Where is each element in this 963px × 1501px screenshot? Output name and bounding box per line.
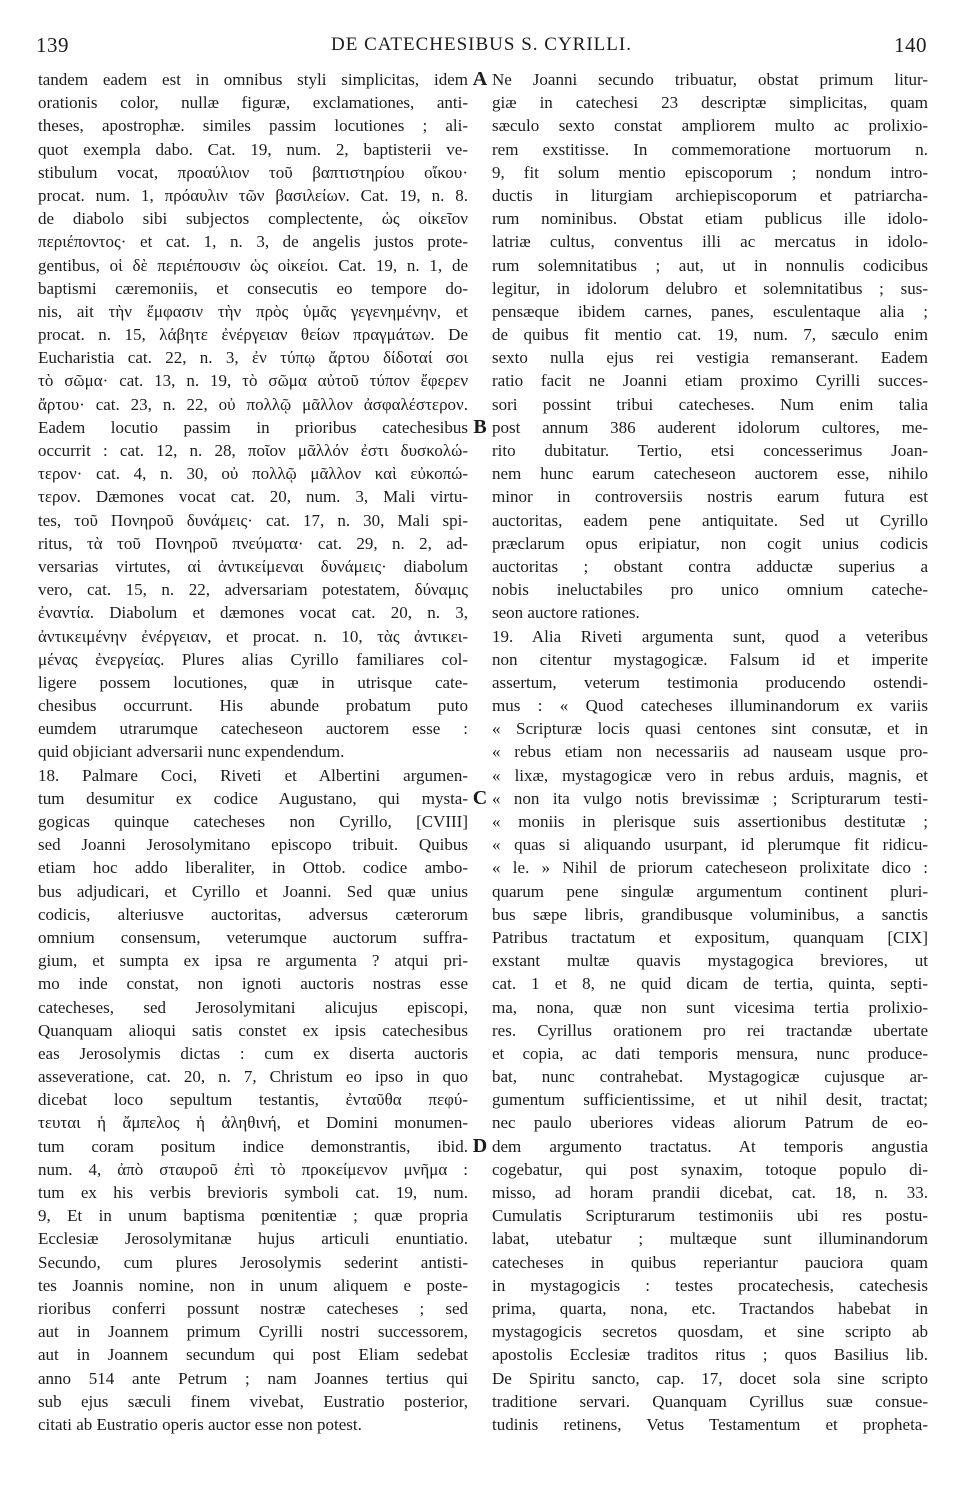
text-line: rito dubitatur. Tertio, etsi concesserimus Joan- — [492, 441, 928, 460]
text-line: μένας ἐνεργείας. Plures alias Cyrillo familiares col- — [38, 649, 468, 669]
text-line: post annum 386 auderent idolorum cultores, me- — [492, 417, 928, 437]
text-line: et copia, ac dati temporis mensura, nunc produce- — [492, 1043, 928, 1063]
text-line: seon auctore rationes. — [492, 603, 640, 623]
text-line: sori possint tribui catecheses. Num enim talia — [492, 394, 928, 414]
text-line: de quibus fit mentio cat. 19, num. 7, sæculo enim — [492, 325, 928, 345]
text-line: « quas si aliquando usurpant, id plerumque fit ridicu- — [492, 835, 928, 855]
right-page-number: 140 — [894, 32, 927, 57]
text-line: τερον. Dæmones vocat cat. 20, num. 3, Mali virtu- — [38, 487, 468, 507]
text-line: quarum pene singulæ argumentum continent pluri- — [492, 881, 928, 901]
text-line: gumentum sufficientissime, et ut nihil desit, tractat; — [492, 1090, 928, 1110]
text-line: omnium consensum, veterumque auctorum suffra- — [38, 927, 468, 947]
text-line: aut in Joannem primum Cyrilli nostri successorem, — [38, 1322, 468, 1342]
text-line: mo inde constat, non ignoti auctoris nostras esse — [38, 974, 468, 994]
text-line: « lixæ, mystagogicæ vero in rebus arduis, magnis, et — [492, 765, 928, 785]
text-line: theses, apostrophæ. similes passim locutiones ; ali- — [38, 116, 468, 136]
text-line: catecheses, sed Jerosolymitani alicujus episcopi, — [38, 997, 468, 1017]
text-line: tandem eadem est in omnibus styli simplicitas, idem — [38, 70, 468, 89]
text-line: pensæque ibidem carnes, panes, esculentaque alia ; — [492, 301, 928, 321]
text-line: vero, cat. 15, n. 22, adversariam potestatem, δύναμις — [38, 580, 468, 600]
text-line: prima, quarta, nona, etc. Tractandos habebat in — [492, 1298, 928, 1318]
text-line: versarias virtutes, αἱ ἀντικείμεναι δυνάμεις· diabolum — [38, 556, 468, 576]
text-line: minor in controversiis nostris earum futura est — [492, 487, 928, 507]
text-line: labat, utebatur ; multæque sunt illuminandorum — [492, 1229, 928, 1249]
margin-letter-d: D — [472, 1135, 488, 1157]
left-text-column — [38, 68, 468, 1436]
text-line: chesibus occurrunt. His abunde probatum puto — [38, 696, 468, 716]
text-line: tum coram positum indice demonstrantis, ibid. — [38, 1136, 468, 1156]
text-line: tum desumitur ex codice Augustano, qui mysta- — [38, 788, 468, 808]
text-line: catecheses in quibus reperiantur pauciora quam — [492, 1252, 928, 1272]
text-line: baptismi cæremoniis, et consecutis eo tempore do- — [38, 278, 468, 298]
text-line: bus adjudicari, et Cyrillo et Joanni. Sed quæ unius — [38, 881, 468, 901]
text-line: traditione servari. Quanquam Cyrillus suæ consue- — [492, 1391, 928, 1411]
text-line: Secundo, cum plures Jerosolymis sederint antisti- — [38, 1252, 468, 1272]
text-line: tudinis retinens, Vetus Testamentum et propheta- — [492, 1414, 928, 1434]
text-line: ratio facit ne Joanni etiam proximo Cyrilli succes- — [492, 371, 928, 391]
text-line: ἀντικειμένην ἐνέργειαν, et procat. n. 10, τὰς ἀντικει- — [38, 626, 468, 646]
text-line: res. Cyrillus orationem pro rei tractandæ ubertate — [492, 1020, 928, 1040]
text-line: rem exstitisse. In commemoratione mortuorum n. — [492, 139, 928, 159]
text-line: occurrit : cat. 12, n. 28, ποῖον μᾶλλόν ἐστι δυσκολώ- — [38, 441, 468, 460]
text-line: rioribus conferri possunt nostræ catecheses ; sed — [38, 1298, 468, 1318]
text-line: ligere possem locutiones, quæ in utrisque cate- — [38, 672, 468, 692]
text-line: etiam hoc addo liberaliter, in Ottob. codice ambo- — [38, 858, 468, 878]
text-line: ἄρτου· cat. 23, n. 22, οὐ πολλῷ μᾶλλον ἀσφαλέστερον. — [38, 394, 468, 414]
text-line: anno 514 ante Petrum ; nam Joannes tertius qui — [38, 1368, 468, 1388]
text-line: sed Joanni Jerosolymitano episcopo tribuit. Quibus — [38, 835, 468, 855]
text-line: num. 4, ἀπὸ σταυροῦ ἐπὶ τὸ προκείμενον μνῆμα : — [38, 1159, 468, 1179]
left-page-number: 139 — [36, 32, 69, 57]
text-line: sub ejus sæculi finem vivebat, Eustratio posterior, — [38, 1391, 468, 1411]
right-text-column — [492, 68, 928, 1436]
text-line: misso, ad horam prandii dicebat, cat. 18, n. 33. — [492, 1183, 928, 1202]
text-line: τὸ σῶμα· cat. 13, n. 19, τὸ σῶμα αὐτοῦ τύπον ἔφερεν — [38, 371, 468, 391]
text-line: Eucharistia cat. 22, n. 3, ἐν τύπῳ ἄρτου δίδοταί σοι — [38, 348, 468, 368]
text-line: tes, τοῦ Πονηροῦ δυνάμεις· cat. 17, n. 30, Mali spi- — [38, 510, 468, 530]
text-line: aut in Joannem secundum qui post Eliam sedebat — [38, 1345, 468, 1365]
margin-letter-c: C — [472, 787, 488, 809]
text-line: tes Joannis nomine, non in unum aliquem e poste- — [38, 1275, 468, 1295]
text-line: « rebus etiam non necessariis ad nauseam usque pro- — [492, 742, 928, 762]
text-line: ritus, τὰ τοῦ Πονηροῦ πνεύματα· cat. 29, n. 2, ad- — [38, 533, 468, 553]
text-line: codicis, alteriusve auctoritas, adversus cæterorum — [38, 904, 468, 924]
text-line: gentibus, οἱ δὲ περιέπουσιν ὡς οἰκείοι. Cat. 19, n. 1, de — [38, 255, 468, 275]
text-line: eas Jerosolymis dictas : cum ex diserta auctoris — [38, 1043, 468, 1063]
text-line: Eadem locutio passim in prioribus catechesibus — [38, 417, 468, 437]
text-line: dicebat loco sepultum testantis, ἐνταῦθα πεφύ- — [38, 1090, 468, 1110]
text-line: asseveratione, cat. 20, n. 7, Christum eo ipso in quo — [38, 1067, 468, 1087]
text-line: ductis in liturgiam archiepiscoporum et patriarcha- — [492, 185, 928, 205]
text-line: nobis ineluctabiles pro unico omnium cateche- — [492, 580, 928, 600]
text-line: rum solemnitatibus ; aut, ut in nonnulis codicibus — [492, 255, 928, 275]
text-line: 19. Alia Riveti argumenta sunt, quod a veteribus — [492, 626, 928, 646]
text-line: bat, nunc contrahebat. Mystagogicæ cujusque ar- — [492, 1067, 928, 1087]
text-line: eumdem utrarumque catecheseon auctorem esse : — [38, 719, 468, 739]
text-line: ma, nona, quæ non sunt vicesima tertia prolixio- — [492, 997, 928, 1017]
text-line: τευται ἡ ἄμπελος ἡ ἀληθινή, et Domini monumen- — [38, 1113, 468, 1133]
text-line: non citentur mystagogicæ. Falsum id et imperite — [492, 649, 928, 669]
text-line: Quanquam alioqui satis constet ex ipsis catechesibus — [38, 1020, 468, 1040]
text-line: cat. 1 et 8, ne quid dicam de tertia, quinta, septi- — [492, 974, 928, 994]
text-line: stibulum vocat, προαύλιον τοῦ βαπτιστηρίου οἴκου· — [38, 162, 468, 182]
text-line: orationis color, nullæ figuræ, exclamationes, anti- — [38, 93, 468, 113]
text-line: τερον· cat. 4, n. 30, οὐ πολλῷ μᾶλλον καὶ εὐκοπώ- — [38, 464, 468, 484]
text-line: rum nominibus. Obstat etiam publicus ille idolo- — [492, 209, 928, 229]
text-line: citati ab Eustratio operis auctor esse non potest. — [38, 1414, 362, 1434]
text-line: latriæ cultus, conventus illi ac mercatus in idolo- — [492, 232, 928, 252]
text-line: sæculo sexto constat ampliorem multo ac prolixio- — [492, 116, 928, 136]
text-line: περιέποντος· et cat. 1, n. 3, de angelis justos prote- — [38, 232, 468, 252]
text-line: De Spiritu sancto, cap. 17, docet sola sine scripto — [492, 1368, 928, 1388]
text-line: cogebatur, qui post synaxim, totoque populo di- — [492, 1159, 928, 1179]
text-line: mus : « Quod catecheses illuminandorum ex variis — [492, 696, 928, 716]
text-line: procat. n. 15, λάβητε ἐνέργειαν θείων πραγμάτων. De — [38, 325, 468, 345]
text-line: quid objiciant adversarii nunc expendendum. — [38, 742, 345, 762]
text-line: « Scripturæ locis quasi centones sint consutæ, et in — [492, 719, 928, 739]
text-line: quot exempla dabo. Cat. 19, num. 2, baptisterii ve- — [38, 139, 468, 159]
text-line: tum ex his verbis brevioris symboli cat. 19, num. — [38, 1183, 468, 1202]
text-line: gium, et sumpta ex ipsa re argumenta ? atqui pri- — [38, 951, 468, 971]
text-line: « le. » Nihil de priorum catecheseon prolixitate dico : — [492, 858, 928, 878]
text-line: assertum, veterum testimonia producendo ostendi- — [492, 672, 928, 692]
text-line: dem argumento tractatus. At temporis angustia — [492, 1136, 928, 1156]
text-line: mystagogicis secretos quosdam, et sine scripto ab — [492, 1322, 928, 1342]
text-line: 18. Palmare Coci, Riveti et Albertini argumen- — [38, 765, 468, 785]
text-line: auctoritas ; obstant contra adductæ superius a — [492, 556, 928, 576]
text-line: bus sæpe libris, grandibusque voluminibus, a sanctis — [492, 904, 928, 924]
text-line: exstant multæ quavis mystagogica breviores, ut — [492, 951, 928, 971]
text-line: Ne Joanni secundo tribuatur, obstat primum litur- — [492, 70, 928, 89]
text-line: Patribus tractatum et expositum, quanquam [CIX] — [492, 927, 928, 947]
text-line: auctoritas, eadem pene antiquitate. Sed ut Cyrillo — [492, 510, 928, 530]
text-line: 9, Et in unum baptisma pœnitentiæ ; quæ propria — [38, 1206, 468, 1226]
text-line: Ecclesiæ Jerosolymitanæ hujus articuli enuntiatio. — [38, 1229, 468, 1249]
page-header — [36, 30, 927, 60]
margin-letter-a: A — [472, 68, 488, 90]
text-line: apostolis Ecclesiæ traditos ritus ; quos Basilius lib. — [492, 1345, 928, 1365]
text-line: nec paulo uberiores videas aliorum Patrum de eo- — [492, 1113, 928, 1133]
text-line: « moniis in plerisque suis assertionibus destitutæ ; — [492, 812, 928, 831]
text-line: legitur, in idolorum delubro et solemnitatibus ; sus- — [492, 278, 928, 298]
text-line: Cumulatis Scripturarum testimoniis ubi res postu- — [492, 1206, 928, 1226]
text-line: ἐναντία. Diabolum et dæmones vocat cat. 20, n. 3, — [38, 603, 468, 623]
text-line: gogicas quinque catecheses non Cyrillo, [CVIII] — [38, 812, 468, 831]
text-line: sexto nulla ejus rei vestigia remanserant. Eadem — [492, 348, 928, 368]
text-line: 9, fit solum mentio episcoporum ; nondum intro- — [492, 162, 928, 182]
text-line: procat. num. 1, πρόαυλιν τῶν βασιλείων. Cat. 19, n. 8. — [38, 185, 468, 205]
text-line: giæ in catechesi 23 descriptæ simplicitas, quam — [492, 93, 928, 113]
margin-letter-b: B — [473, 416, 487, 438]
text-line: « non ita vulgo notis brevissimæ ; Scripturarum testi- — [492, 788, 928, 808]
text-line: in mystagogicis : testes procatechesis, catechesis — [492, 1275, 928, 1295]
text-line: præclarum opus eripiatur, non cogit unius codicis — [492, 533, 928, 553]
text-line: de diabolo sibi subjectos complectente, ὡς οἰκεῖον — [38, 209, 468, 229]
text-line: nis, ait τὴν ἔμφασιν τὴν πρὸς ὑμᾶς γεγενημένην, et — [38, 301, 468, 321]
running-title: DE CATECHESIBUS S. CYRILLI. — [331, 34, 632, 55]
text-line: nem hunc earum catecheseon auctorem esse, nihilo — [492, 464, 928, 484]
